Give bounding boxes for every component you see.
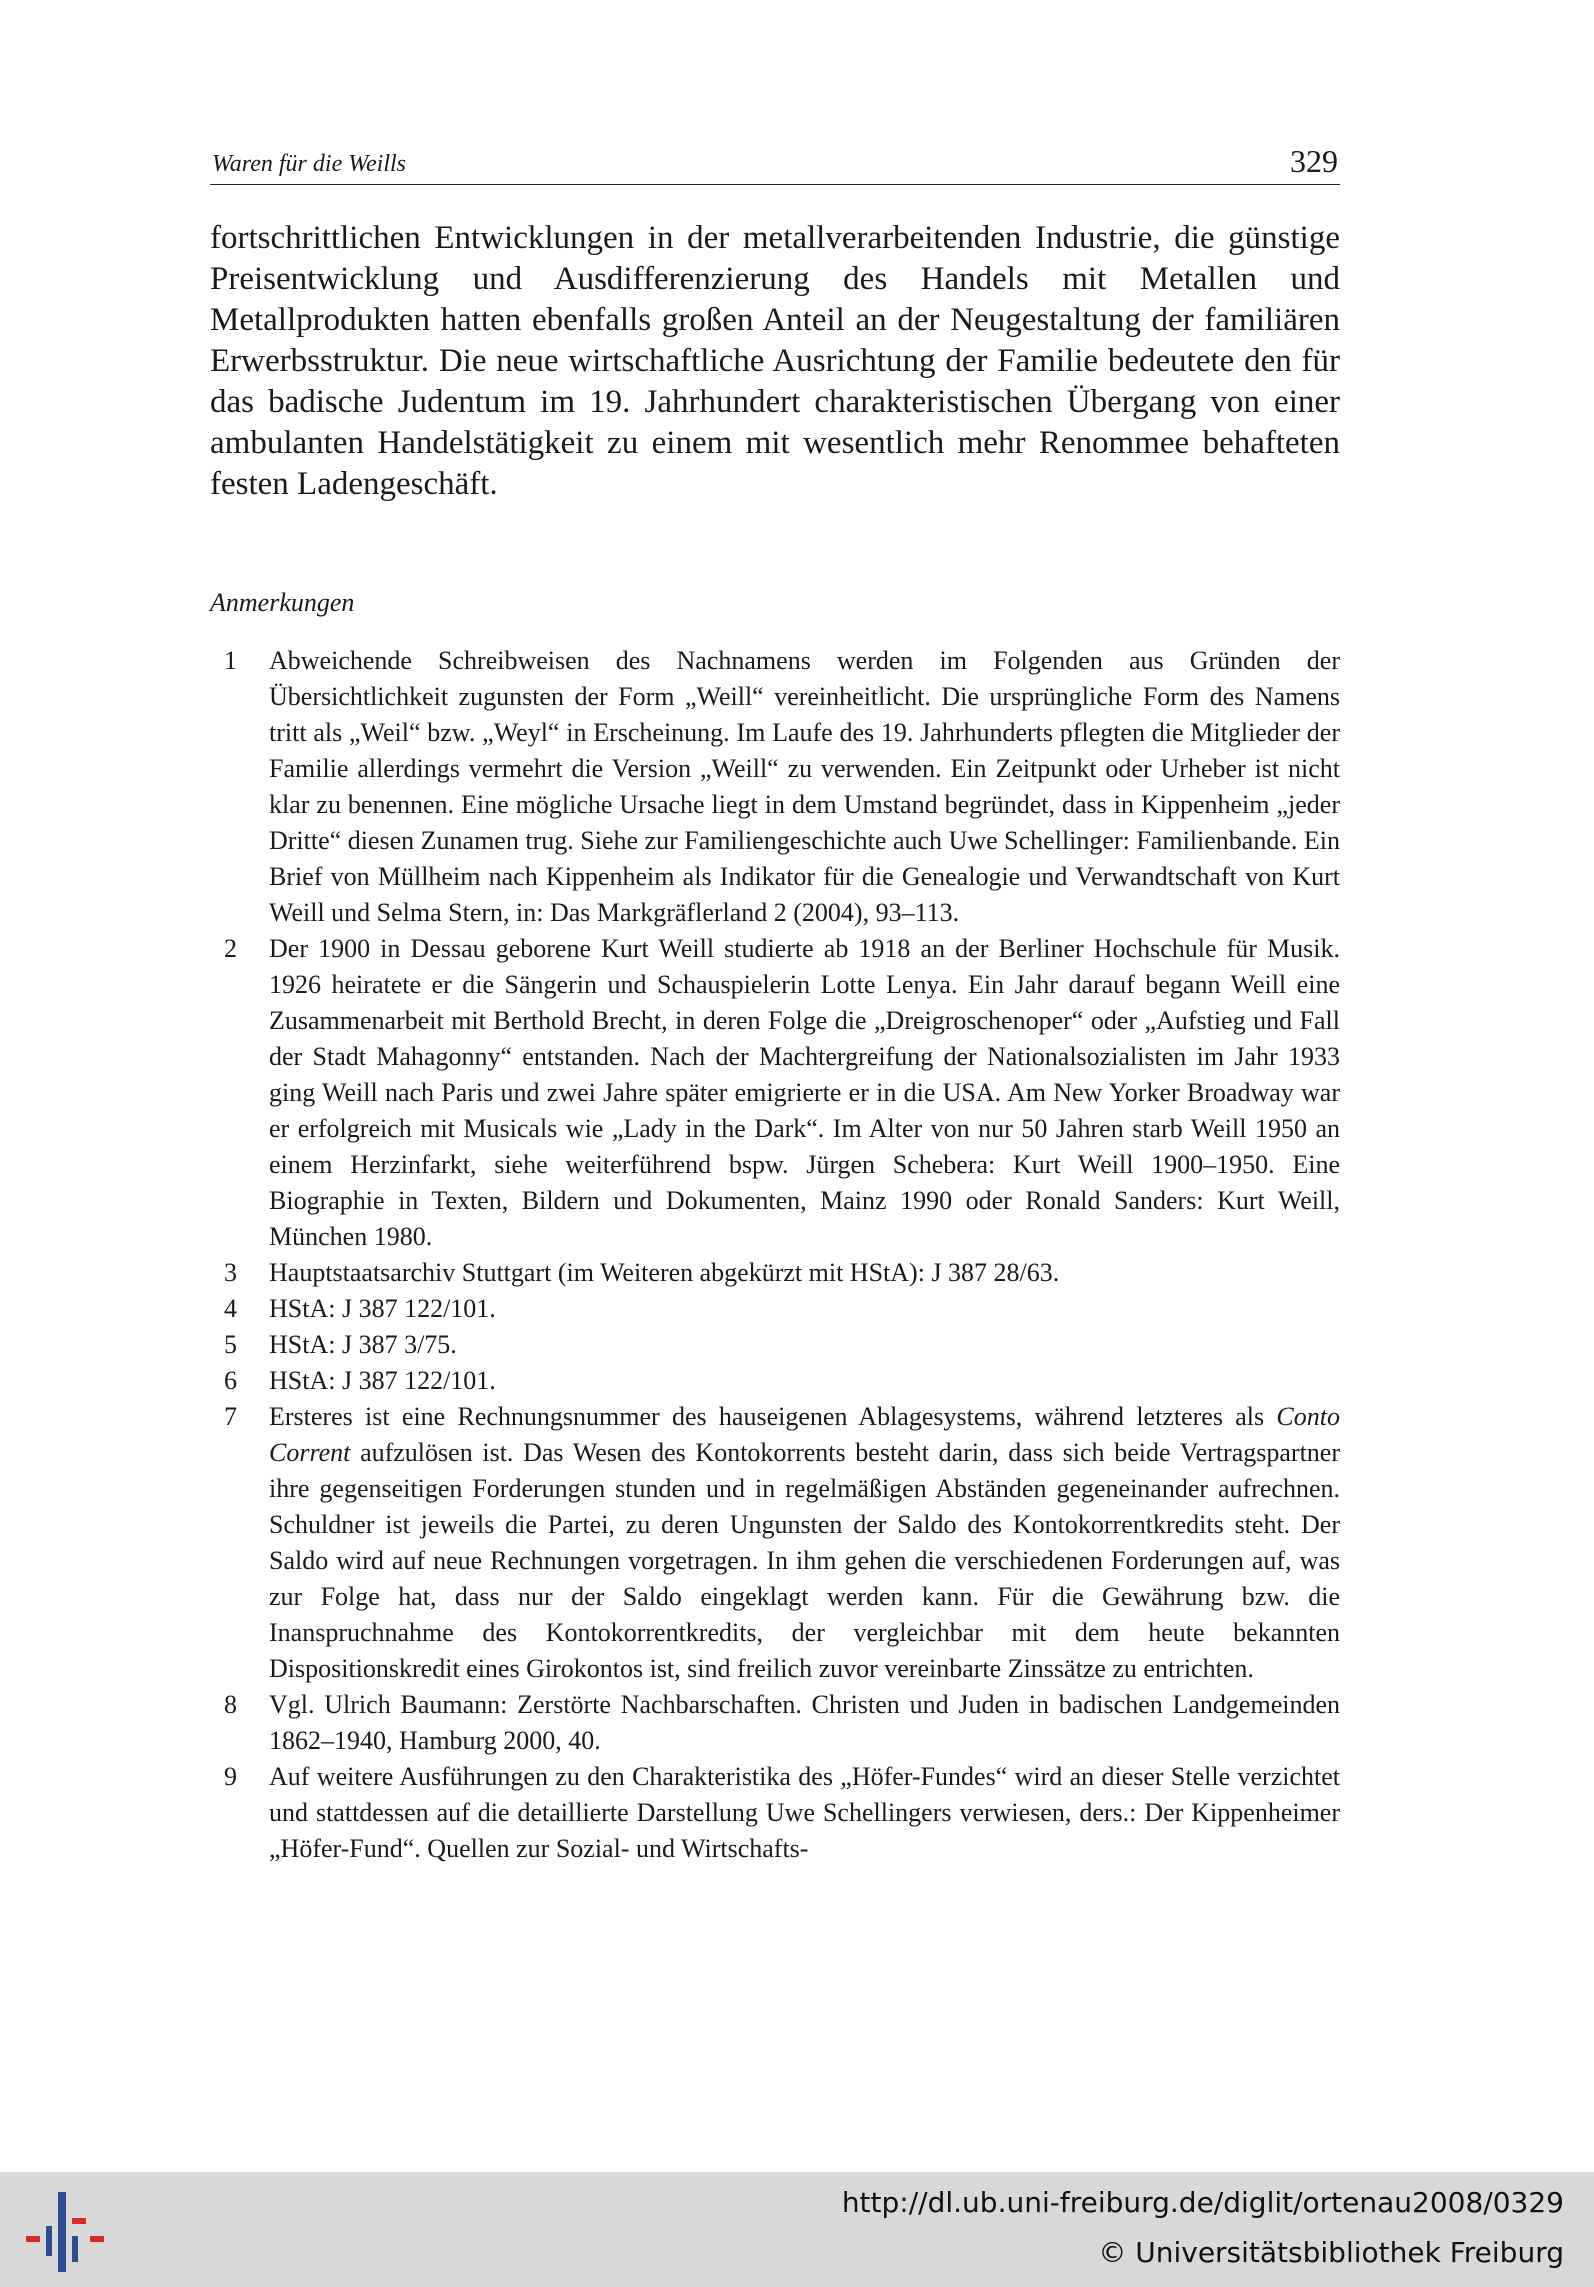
note-number: 9 <box>224 1762 237 1791</box>
note-item <box>210 1687 1340 1759</box>
running-title: Waren für die Weills <box>212 151 407 177</box>
body-text <box>210 218 1340 505</box>
footer-copyright: © Universitätsbibliothek Freiburg <box>1098 2236 1564 2269</box>
note-number: 7 <box>224 1402 237 1431</box>
footer-url-link[interactable]: http://dl.ub.uni-freiburg.de/diglit/ortenau2008/0329 <box>841 2186 1564 2219</box>
note-item <box>210 1399 1340 1687</box>
note-number: 4 <box>224 1294 237 1323</box>
notes-list <box>210 643 1340 1867</box>
note-text: HStA: J 387 122/101. <box>269 1366 496 1395</box>
note-number: 8 <box>224 1690 237 1719</box>
note-text-part: aufzulösen ist. Das Wesen des Kontokorrents besteht darin, dass sich beide Vertragspartner ihre gegenseitigen Forderungen stunden und in regelmäßigen Abständen gegeneinander aufrechnen. Schuldner ist jeweils die Partei, zu deren Ungunsten der Saldo des Kontokorrentkredits steht. Der Saldo wird auf neue Rechnungen vorgetragen. In ihm gehen die verschiedenen Forderungen auf, was zur Folge hat, dass nur der Saldo eingeklagt werden kann. Für die Gewährung bzw. die Inanspruchnahme des Kontokorrentkredits, der vergleichbar mit dem heute bekannten Dispositionskredit eines Girokontos ist, sind freilich zuvor vereinbarte Zinssätze zu entrichten. <box>269 1438 1340 1683</box>
note-number: 1 <box>224 646 237 675</box>
note-text: Hauptstaatsarchiv Stuttgart (im Weiteren abgekürzt mit HStA): J 387 28/63. <box>269 1258 1060 1287</box>
note-text-part: Ersteres ist eine Rechnungsnummer des hauseigenen Ablagesystems, während letzteres als <box>269 1402 1277 1431</box>
note-item <box>210 931 1340 1255</box>
note-number: 2 <box>224 934 237 963</box>
note-text: Vgl. Ulrich Baumann: Zerstörte Nachbarschaften. Christen und Juden in badischen Landgemeinden 1862–1940, Hamburg 2000, 40. <box>269 1690 1340 1755</box>
note-item <box>210 1759 1340 1867</box>
note-text: Auf weitere Ausführungen zu den Charakteristika des „Höfer-Fundes“ wird an dieser Stelle verzichtet und stattdessen auf die detaillierte Darstellung Uwe Schellingers verwiesen, ders.: Der Kippenheimer „Höfer-Fund“. Quellen zur Sozial- und Wirtschafts- <box>269 1762 1340 1863</box>
note-text <box>269 1399 1340 1687</box>
notes-heading: Anmerkungen <box>210 588 355 617</box>
footer-bar <box>0 2172 1594 2287</box>
note-text: HStA: J 387 122/101. <box>269 1294 496 1323</box>
note-number: 6 <box>224 1366 237 1395</box>
note-number: 3 <box>224 1258 237 1287</box>
note-text-italic: Conto Corrent <box>269 1402 1340 1467</box>
running-head <box>210 138 1340 185</box>
body-paragraph: fortschrittlichen Entwicklungen in der metallverarbeitenden Industrie, die günstige Preisentwicklung und Ausdifferenzierung des Handels mit Metallen und Metallprodukten hatten ebenfalls großen Anteil an der Neugestaltung der familiären Erwerbsstruktur. Die neue wirtschaftliche Ausrichtung der Familie bedeutete den für das badische Judentum im 19. Jahrhundert charakteristischen Übergang von einer ambulanten Handelstätigkeit zu einem mit wesentlich mehr Renommee behafteten festen Ladengeschäft. <box>210 220 1340 502</box>
note-item <box>210 643 1340 931</box>
ub-freiburg-logo-icon <box>24 2192 104 2272</box>
note-text: Der 1900 in Dessau geborene Kurt Weill studierte ab 1918 an der Berliner Hochschule für Musik. 1926 heiratete er die Sängerin und Schauspielerin Lotte Lenya. Ein Jahr darauf begann Weill eine Zusammenarbeit mit Berthold Brecht, in deren Folge die „Dreigroschenoper“ oder „Aufstieg und Fall der Stadt Mahagonny“ entstanden. Nach der Machtergreifung der Nationalsozialisten im Jahr 1933 ging Weill nach Paris und zwei Jahre später emigrierte er in die USA. Am New Yorker Broadway war er erfolgreich mit Musicals wie „Lady in the Dark“. Im Alter von nur 50 Jahren starb Weill 1950 an einem Herzinfarkt, siehe weiterführend bspw. Jürgen Schebera: Kurt Weill 1900–1950. Eine Biographie in Texten, Bildern und Dokumenten, Mainz 1990 oder Ronald Sanders: Kurt Weill, München 1980. <box>269 934 1340 1251</box>
note-item <box>210 1363 1340 1399</box>
note-text: HStA: J 387 3/75. <box>269 1330 457 1359</box>
page-number: 329 <box>1290 143 1338 179</box>
note-item <box>210 1327 1340 1363</box>
note-text: Abweichende Schreibweisen des Nachnamens werden im Folgenden aus Gründen der Übersichtlichkeit zugunsten der Form „Weill“ vereinheitlicht. Die ursprüngliche Form des Namens tritt als „Weil“ bzw. „Weyl“ in Erscheinung. Im Laufe des 19. Jahrhunderts pflegten die Mitglieder der Familie allerdings vermehrt die Version „Weill“ zu verwenden. Ein Zeitpunkt oder Urheber ist nicht klar zu benennen. Eine mögliche Ursache liegt in dem Umstand begründet, dass in Kippenheim „jeder Dritte“ diesen Zunamen trug. Siehe zur Familiengeschichte auch Uwe Schellinger: Familienbande. Ein Brief von Müllheim nach Kippenheim als Indikator für die Genealogie und Verwandtschaft von Kurt Weill und Selma Stern, in: Das Markgräflerland 2 (2004), 93–113. <box>269 646 1340 927</box>
note-number: 5 <box>224 1330 237 1359</box>
note-item <box>210 1255 1340 1291</box>
note-item <box>210 1291 1340 1327</box>
